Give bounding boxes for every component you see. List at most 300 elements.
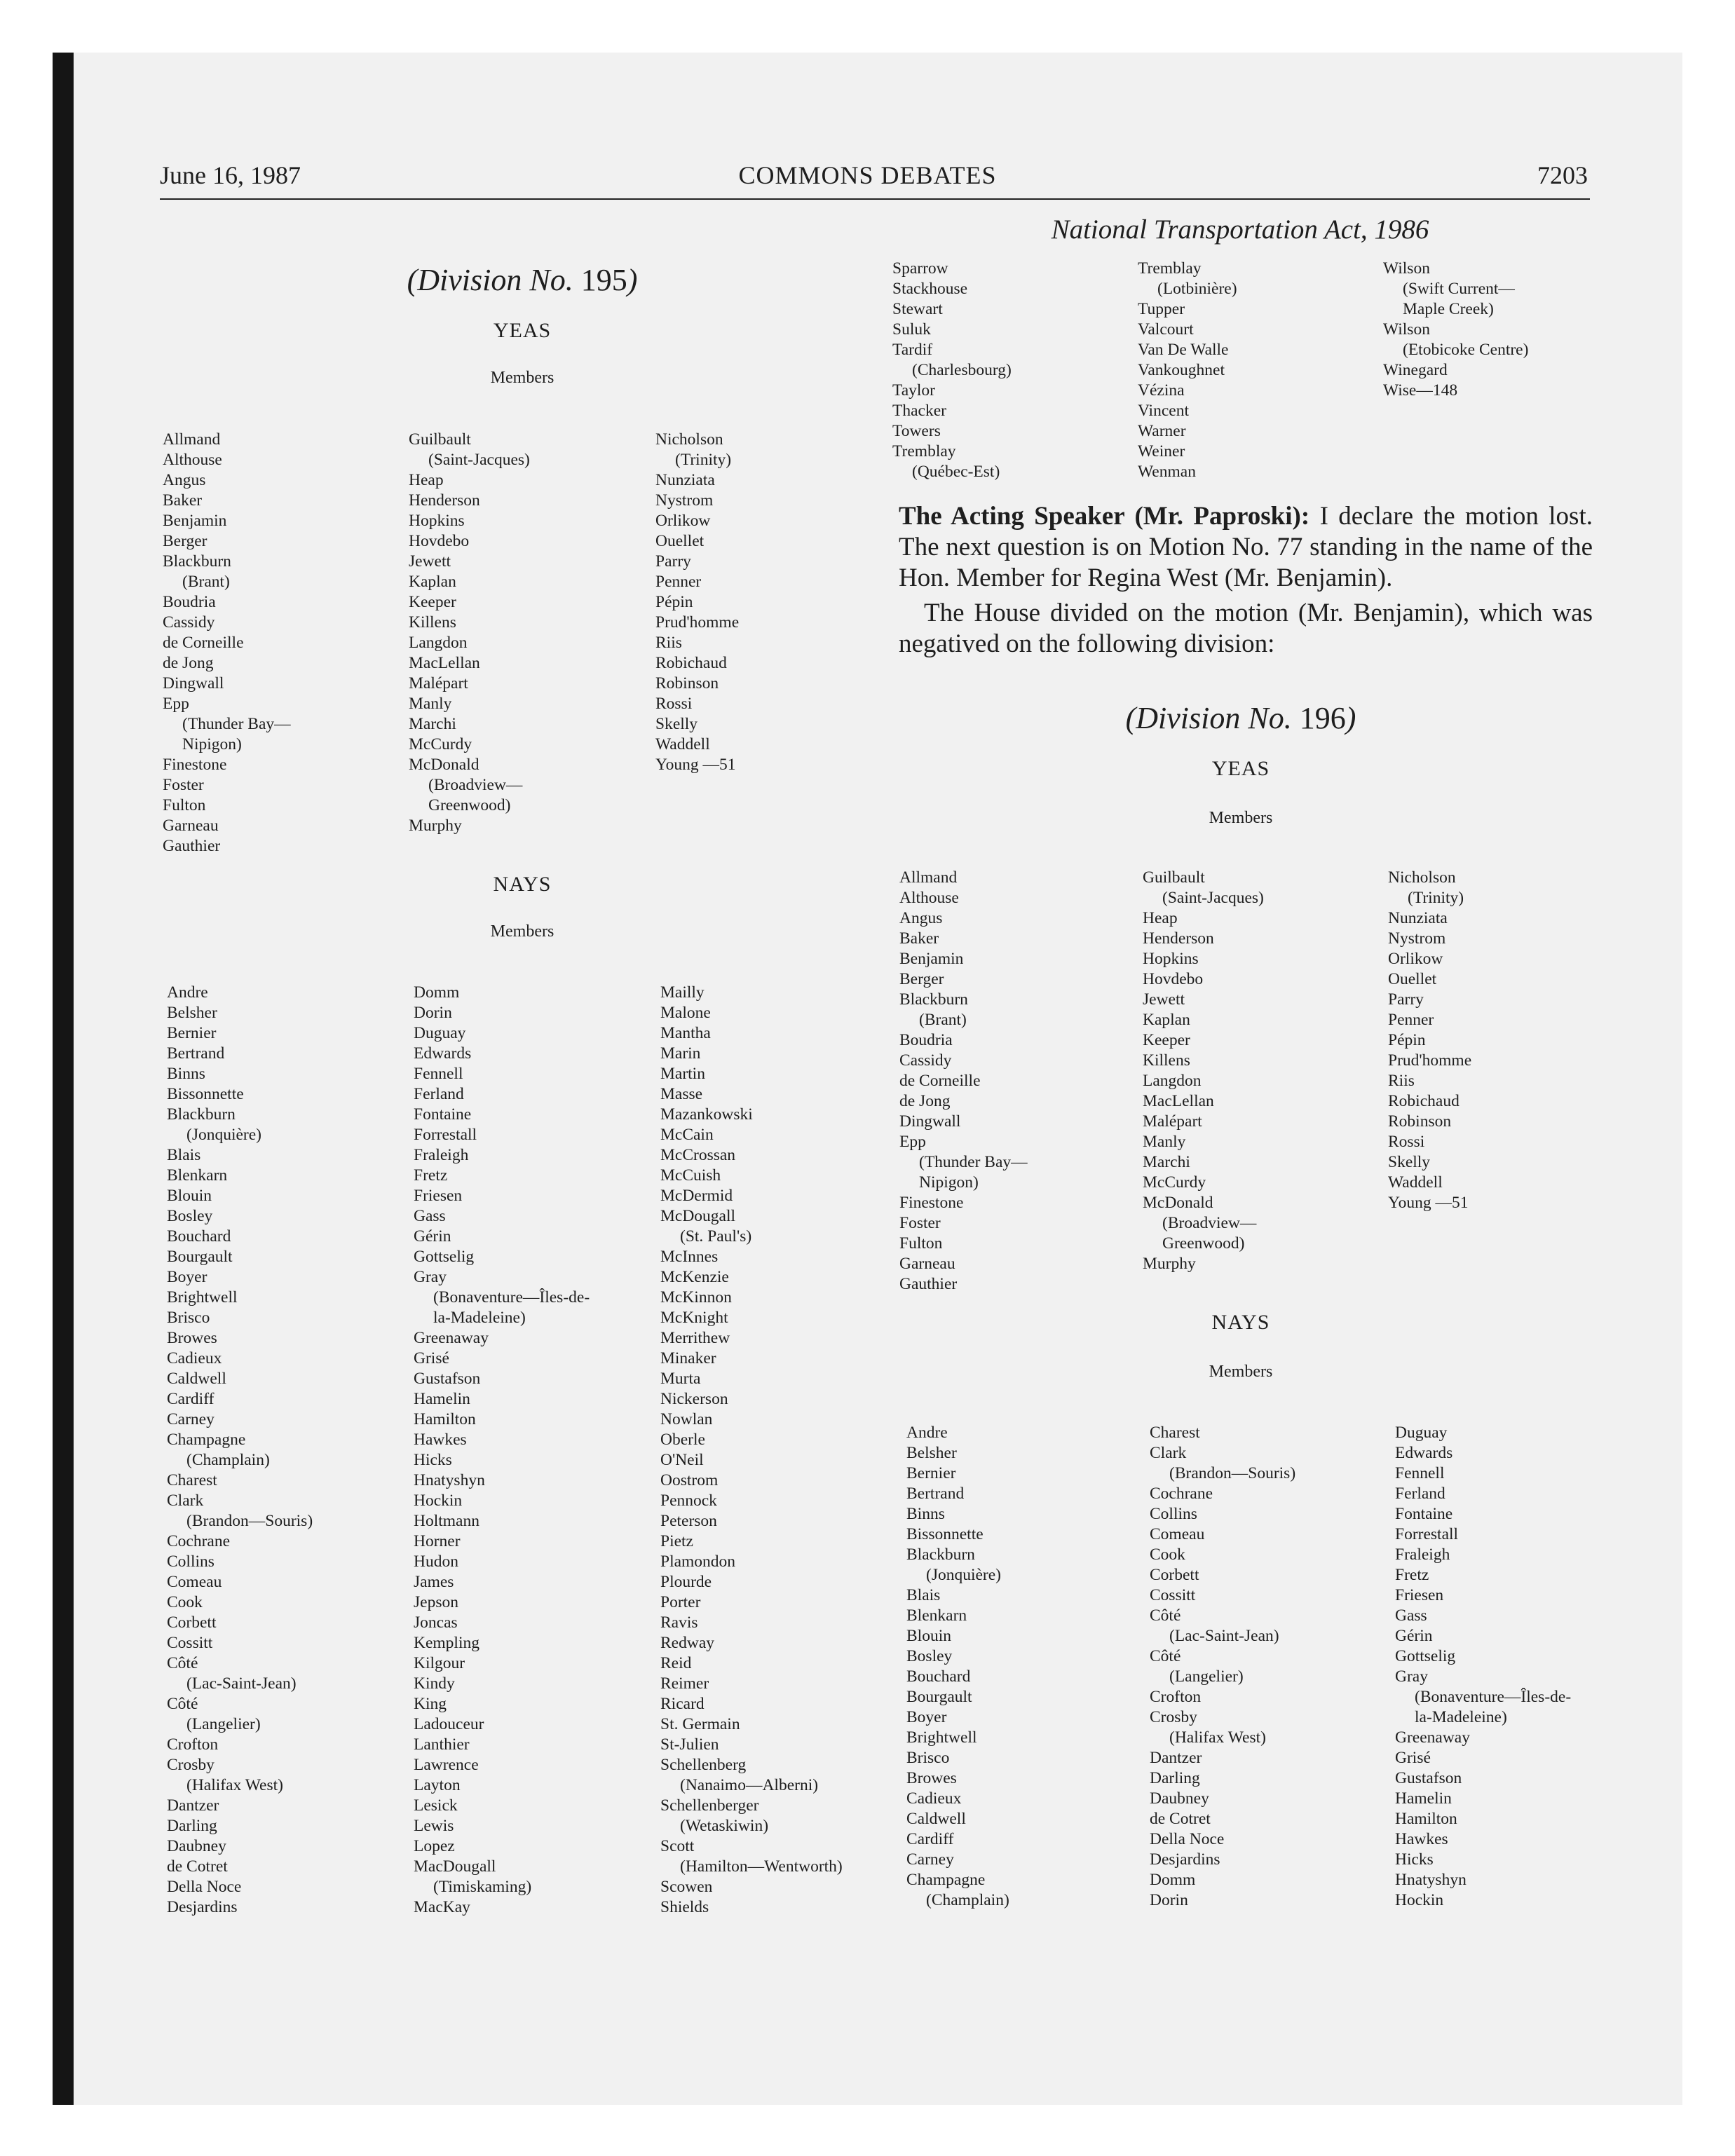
member-name: Gérin bbox=[414, 1227, 451, 1246]
member-name: Blais bbox=[167, 1146, 201, 1164]
member-name: Carney bbox=[906, 1850, 954, 1869]
member-name: Fennell bbox=[1395, 1464, 1445, 1482]
member-name: Lesick bbox=[414, 1796, 458, 1815]
member-name: Blouin bbox=[906, 1627, 951, 1645]
member-name: Wilson bbox=[1383, 259, 1430, 278]
member-name: Hnatyshyn bbox=[1395, 1871, 1467, 1889]
member-name: Manly bbox=[409, 695, 452, 713]
member-name: (Lac-Saint-Jean) bbox=[186, 1674, 297, 1693]
member-name: Stewart bbox=[892, 300, 943, 318]
member-name: Bosley bbox=[167, 1207, 213, 1225]
member-name: Cadieux bbox=[167, 1349, 222, 1367]
member-name: Waddell bbox=[655, 735, 710, 753]
division-196-nays-label: NAYS bbox=[1211, 1311, 1270, 1334]
member-name: Winegard bbox=[1383, 361, 1448, 379]
member-name: Keeper bbox=[409, 593, 456, 611]
member-name: Murphy bbox=[1143, 1255, 1196, 1273]
member-name: St. Germain bbox=[660, 1715, 740, 1733]
division-title-number: 196 bbox=[1299, 701, 1346, 735]
member-name: Allmand bbox=[899, 868, 958, 887]
member-name: Ferland bbox=[1395, 1485, 1445, 1503]
member-name: Plourde bbox=[660, 1573, 712, 1591]
member-name: Nystrom bbox=[655, 491, 714, 510]
division-195-nays-col-1 bbox=[167, 983, 405, 1918]
member-name: Darling bbox=[167, 1817, 217, 1835]
member-name: McCain bbox=[660, 1126, 714, 1144]
member-name: Penner bbox=[1388, 1011, 1434, 1029]
member-name: Edwards bbox=[1395, 1444, 1453, 1462]
member-name: Tremblay bbox=[1138, 259, 1202, 278]
member-name: Hovdebo bbox=[1143, 970, 1204, 988]
member-name: Andre bbox=[906, 1424, 948, 1442]
member-name: Gass bbox=[1395, 1606, 1427, 1625]
member-name: Duguay bbox=[1395, 1424, 1448, 1442]
member-name: Browes bbox=[906, 1769, 957, 1787]
member-name: Murphy bbox=[409, 817, 462, 835]
member-name: Collins bbox=[167, 1553, 215, 1571]
member-name: (Champlain) bbox=[186, 1451, 270, 1469]
member-name: (Brant) bbox=[182, 573, 230, 591]
member-name: Jewett bbox=[1143, 990, 1185, 1009]
member-name: Greenaway bbox=[414, 1329, 489, 1347]
member-name: Fraleigh bbox=[1395, 1546, 1450, 1564]
member-name: Young —51 bbox=[655, 756, 736, 774]
member-name: Domm bbox=[414, 983, 460, 1002]
member-name: (Wetaskiwin) bbox=[680, 1817, 769, 1835]
member-name: (Brandon—Souris) bbox=[186, 1512, 313, 1530]
member-name: McCurdy bbox=[409, 735, 472, 753]
member-name: Fontaine bbox=[1395, 1505, 1453, 1523]
member-name: Parry bbox=[1388, 990, 1424, 1009]
member-name: Gauthier bbox=[163, 837, 221, 855]
member-name: Clark bbox=[167, 1492, 204, 1510]
division-195-nays-members-label: Members bbox=[490, 922, 554, 941]
member-name: Penner bbox=[655, 573, 702, 591]
division-statement: The House divided on the motion (Mr. Benjamin), which was negatived on the following division: bbox=[899, 599, 1593, 658]
member-name: Daubney bbox=[1150, 1789, 1209, 1808]
member-name: Baker bbox=[163, 491, 203, 510]
member-name: Oberle bbox=[660, 1431, 705, 1449]
member-name: Champagne bbox=[906, 1871, 986, 1889]
member-name: Keeper bbox=[1143, 1031, 1190, 1049]
member-name: Reimer bbox=[660, 1674, 709, 1693]
member-name: Schellenberg bbox=[660, 1756, 747, 1774]
member-name: Gustafson bbox=[414, 1370, 481, 1388]
member-name: (Bonaventure—Îles-de- bbox=[1415, 1688, 1572, 1706]
member-name: Hovdebo bbox=[409, 532, 470, 550]
member-name: Corbett bbox=[167, 1613, 217, 1632]
member-name: McCrossan bbox=[660, 1146, 736, 1164]
member-name: Binns bbox=[167, 1065, 205, 1083]
member-name: Finestone bbox=[163, 756, 227, 774]
member-name: (Trinity) bbox=[675, 451, 732, 469]
member-name: Gauthier bbox=[899, 1275, 958, 1293]
member-name: Epp bbox=[899, 1133, 926, 1151]
member-name: Bertrand bbox=[167, 1044, 225, 1063]
member-name: Berger bbox=[899, 970, 944, 988]
member-name: MacDougall bbox=[414, 1857, 496, 1876]
member-name: Reid bbox=[660, 1654, 692, 1672]
member-name: (Bonaventure—Îles-de- bbox=[433, 1288, 590, 1306]
member-name: Mailly bbox=[660, 983, 705, 1002]
member-name: Hicks bbox=[1395, 1850, 1434, 1869]
member-name: MacLellan bbox=[409, 654, 480, 672]
division-195-nays-col-3 bbox=[660, 983, 899, 1918]
member-name: (Thunder Bay— bbox=[182, 715, 291, 733]
division-195-yeas-col-1 bbox=[163, 430, 401, 857]
member-name: Plamondon bbox=[660, 1553, 736, 1571]
member-name: Jepson bbox=[414, 1593, 458, 1611]
member-name: Bissonnette bbox=[906, 1525, 984, 1543]
member-name: Gray bbox=[1395, 1667, 1428, 1686]
member-name: (Nanaimo—Alberni) bbox=[680, 1776, 819, 1794]
member-name: Ferland bbox=[414, 1085, 464, 1103]
member-name: Boyer bbox=[167, 1268, 207, 1286]
member-name: Prud'homme bbox=[1388, 1051, 1472, 1070]
member-name: Bouchard bbox=[167, 1227, 231, 1246]
member-name: (Etobicoke Centre) bbox=[1403, 341, 1529, 359]
member-name: Andre bbox=[167, 983, 208, 1002]
member-name: Hamelin bbox=[414, 1390, 470, 1408]
member-name: Cossitt bbox=[1150, 1586, 1196, 1604]
member-name: McCuish bbox=[660, 1166, 721, 1185]
member-name: (Brant) bbox=[919, 1011, 967, 1029]
member-name: Scowen bbox=[660, 1878, 713, 1896]
member-name: Althouse bbox=[899, 889, 959, 907]
member-name: Allmand bbox=[163, 430, 221, 449]
member-name: Binns bbox=[906, 1505, 945, 1523]
member-name: Layton bbox=[414, 1776, 461, 1794]
member-name: (Québec-Est) bbox=[912, 463, 1000, 481]
member-name: Maple Creek) bbox=[1403, 300, 1494, 318]
member-name: Vankoughnet bbox=[1138, 361, 1225, 379]
member-name: Wise—148 bbox=[1383, 381, 1458, 400]
member-name: Fulton bbox=[899, 1234, 943, 1253]
member-name: Manly bbox=[1143, 1133, 1186, 1151]
member-name: Skelly bbox=[655, 715, 698, 733]
member-name: Taylor bbox=[892, 381, 935, 400]
member-name: Epp bbox=[163, 695, 189, 713]
member-name: Boudria bbox=[899, 1031, 953, 1049]
member-name: O'Neil bbox=[660, 1451, 704, 1469]
member-name: Hopkins bbox=[409, 512, 465, 530]
member-name: (St. Paul's) bbox=[680, 1227, 752, 1246]
member-name: Shields bbox=[660, 1898, 709, 1916]
member-name: Baker bbox=[899, 929, 939, 948]
member-name: Dantzer bbox=[1150, 1749, 1202, 1767]
member-name: Greenaway bbox=[1395, 1728, 1470, 1747]
division-195-yeas-col-3 bbox=[655, 430, 894, 775]
member-name: Foster bbox=[163, 776, 204, 794]
speaker-statement: I declare the motion lost. The next question is on Motion No. 77 standing in the name of the Hon. Member for Regina West (Mr. Benjamin). bbox=[899, 502, 1593, 592]
member-name: Suluk bbox=[892, 320, 931, 339]
member-name: Dingwall bbox=[163, 674, 224, 692]
member-name: Vincent bbox=[1138, 402, 1189, 420]
member-name: Edwards bbox=[414, 1044, 472, 1063]
member-name: Blackburn bbox=[163, 552, 231, 571]
member-name: (Thunder Bay— bbox=[919, 1153, 1028, 1171]
member-name: Waddell bbox=[1388, 1173, 1443, 1192]
member-name: Henderson bbox=[1143, 929, 1214, 948]
member-name: Cardiff bbox=[167, 1390, 215, 1408]
member-name: Crosby bbox=[1150, 1708, 1197, 1726]
member-name: Cassidy bbox=[163, 613, 215, 632]
member-name: Blenkarn bbox=[167, 1166, 228, 1185]
member-name: Nipigon) bbox=[182, 735, 242, 753]
member-name: (Hamilton—Wentworth) bbox=[680, 1857, 843, 1876]
member-name: (Lotbinière) bbox=[1157, 280, 1237, 298]
member-name: Robichaud bbox=[655, 654, 727, 672]
speaker-name: The Acting Speaker (Mr. Paproski): bbox=[899, 502, 1310, 531]
member-name: Kempling bbox=[414, 1634, 479, 1652]
member-name: Langdon bbox=[409, 634, 468, 652]
member-name: Oostrom bbox=[660, 1471, 719, 1489]
member-name: Vézina bbox=[1138, 381, 1185, 400]
division-196-nays-col-3 bbox=[1395, 1423, 1633, 1911]
member-name: Carney bbox=[167, 1410, 215, 1428]
member-name: Browes bbox=[167, 1329, 217, 1347]
member-name: Brisco bbox=[167, 1309, 210, 1327]
member-name: (Jonquière) bbox=[186, 1126, 262, 1144]
member-name: Hnatyshyn bbox=[414, 1471, 485, 1489]
member-name: Fulton bbox=[163, 796, 206, 814]
member-name: Parry bbox=[655, 552, 691, 571]
member-name: Heap bbox=[1143, 909, 1178, 927]
member-name: Skelly bbox=[1388, 1153, 1431, 1171]
member-name: Pennock bbox=[660, 1492, 717, 1510]
member-name: Nystrom bbox=[1388, 929, 1446, 948]
member-name: (Brandon—Souris) bbox=[1169, 1464, 1296, 1482]
division-title-prefix: (Division No. bbox=[1125, 701, 1300, 735]
member-name: McKnight bbox=[660, 1309, 728, 1327]
member-name: Gérin bbox=[1395, 1627, 1433, 1645]
member-name: Murta bbox=[660, 1370, 701, 1388]
member-name: Horner bbox=[414, 1532, 461, 1550]
member-name: Hamilton bbox=[1395, 1810, 1457, 1828]
member-name: Riis bbox=[655, 634, 682, 652]
member-name: Heap bbox=[409, 471, 444, 489]
scan-binding-edge bbox=[53, 53, 74, 2105]
member-name: Benjamin bbox=[899, 950, 964, 968]
member-name: Garneau bbox=[163, 817, 219, 835]
member-name: Benjamin bbox=[163, 512, 227, 530]
member-name: (Trinity) bbox=[1408, 889, 1464, 907]
header-publication: COMMONS DEBATES bbox=[738, 161, 997, 189]
member-name: Ricard bbox=[660, 1695, 705, 1713]
member-name: Nicholson bbox=[655, 430, 723, 449]
member-name: Fretz bbox=[1395, 1566, 1429, 1584]
member-name: Cook bbox=[167, 1593, 203, 1611]
member-name: Tupper bbox=[1138, 300, 1185, 318]
member-name: Bouchard bbox=[906, 1667, 971, 1686]
member-name: Pietz bbox=[660, 1532, 693, 1550]
member-name: Fontaine bbox=[414, 1105, 472, 1124]
member-name: Fennell bbox=[414, 1065, 463, 1083]
member-name: (Saint-Jacques) bbox=[1162, 889, 1264, 907]
member-name: Bourgault bbox=[906, 1688, 972, 1706]
member-name: Mantha bbox=[660, 1024, 711, 1042]
member-name: (Halifax West) bbox=[186, 1776, 283, 1794]
member-name: Caldwell bbox=[167, 1370, 226, 1388]
member-name: Marchi bbox=[1143, 1153, 1190, 1171]
member-name: Brisco bbox=[906, 1749, 950, 1767]
member-name: Orlikow bbox=[1388, 950, 1443, 968]
member-name: Hicks bbox=[414, 1451, 452, 1469]
member-name: Orlikow bbox=[655, 512, 711, 530]
division-195-nays-col-2 bbox=[414, 983, 652, 1918]
division-196-yeas-col-1 bbox=[899, 868, 1138, 1295]
member-name: Killens bbox=[1143, 1051, 1190, 1070]
member-name: Cook bbox=[1150, 1546, 1185, 1564]
member-name: Ladouceur bbox=[414, 1715, 484, 1733]
member-name: Gustafson bbox=[1395, 1769, 1462, 1787]
member-name: Foster bbox=[899, 1214, 941, 1232]
header-rule bbox=[160, 198, 1590, 200]
division-title-suffix: ) bbox=[627, 263, 638, 297]
member-name: Dingwall bbox=[899, 1112, 961, 1131]
member-name: Pépin bbox=[1388, 1031, 1426, 1049]
member-name: de Corneille bbox=[163, 634, 244, 652]
member-name: Lopez bbox=[414, 1837, 455, 1855]
member-name: Scott bbox=[660, 1837, 695, 1855]
division-195-title bbox=[168, 263, 876, 298]
member-name: McDonald bbox=[409, 756, 479, 774]
member-name: Dorin bbox=[1150, 1891, 1188, 1909]
member-name: de Cotret bbox=[1150, 1810, 1211, 1828]
division-title-prefix: (Division No. bbox=[407, 263, 581, 297]
member-name: Kaplan bbox=[409, 573, 456, 591]
member-name: Killens bbox=[409, 613, 456, 632]
member-name: Wenman bbox=[1138, 463, 1196, 481]
division-196-nays-col-1 bbox=[906, 1423, 1145, 1911]
member-name: (Jonquière) bbox=[926, 1566, 1002, 1584]
member-name: McCurdy bbox=[1143, 1173, 1206, 1192]
member-name: Della Noce bbox=[167, 1878, 242, 1896]
member-name: Forrestall bbox=[1395, 1525, 1459, 1543]
member-name: Brightwell bbox=[906, 1728, 977, 1747]
division-196-yeas-members-label: Members bbox=[1209, 809, 1273, 827]
member-name: Comeau bbox=[167, 1573, 222, 1591]
member-name: Côté bbox=[1150, 1647, 1181, 1665]
member-name: Belsher bbox=[167, 1004, 217, 1022]
member-name: Rossi bbox=[655, 695, 693, 713]
member-name: Duguay bbox=[414, 1024, 466, 1042]
continued-nays-col-1 bbox=[892, 259, 1131, 482]
header-page-number: 7203 bbox=[1537, 161, 1588, 189]
member-name: Nunziata bbox=[1388, 909, 1448, 927]
member-name: Forrestall bbox=[414, 1126, 477, 1144]
division-195-nays-label: NAYS bbox=[493, 873, 552, 896]
speaker-paragraph bbox=[899, 501, 1593, 594]
member-name: Côté bbox=[167, 1695, 198, 1713]
member-name: Greenwood) bbox=[1162, 1234, 1245, 1253]
division-title-suffix: ) bbox=[1345, 701, 1356, 735]
member-name: Kilgour bbox=[414, 1654, 465, 1672]
member-name: Brightwell bbox=[167, 1288, 238, 1306]
member-name: Lawrence bbox=[414, 1756, 479, 1774]
member-name: (Halifax West) bbox=[1169, 1728, 1266, 1747]
member-name: (Saint-Jacques) bbox=[428, 451, 530, 469]
member-name: Marchi bbox=[409, 715, 456, 733]
continued-nays-col-2 bbox=[1138, 259, 1376, 482]
member-name: Kaplan bbox=[1143, 1011, 1190, 1029]
member-name: Nickerson bbox=[660, 1390, 728, 1408]
member-name: Holtmann bbox=[414, 1512, 479, 1530]
member-name: Warner bbox=[1138, 422, 1186, 440]
member-name: Thacker bbox=[892, 402, 946, 420]
member-name: Hockin bbox=[414, 1492, 463, 1510]
member-name: Blackburn bbox=[167, 1105, 236, 1124]
member-name: Bourgault bbox=[167, 1248, 233, 1266]
member-name: Angus bbox=[899, 909, 943, 927]
member-name: Côté bbox=[167, 1654, 198, 1672]
member-name: Daubney bbox=[167, 1837, 226, 1855]
member-name: Towers bbox=[892, 422, 941, 440]
member-name: Young —51 bbox=[1388, 1194, 1469, 1212]
member-name: Blenkarn bbox=[906, 1606, 967, 1625]
member-name: Gray bbox=[414, 1268, 447, 1286]
member-name: Van De Walle bbox=[1138, 341, 1229, 359]
member-name: Cassidy bbox=[899, 1051, 952, 1070]
member-name: MacLellan bbox=[1143, 1092, 1214, 1110]
member-name: de Jong bbox=[899, 1092, 951, 1110]
member-name: Nipigon) bbox=[919, 1173, 979, 1192]
member-name: Prud'homme bbox=[655, 613, 740, 632]
member-name: Langdon bbox=[1143, 1072, 1202, 1090]
member-name: McDougall bbox=[660, 1207, 736, 1225]
member-name: Porter bbox=[660, 1593, 701, 1611]
member-name: Crofton bbox=[1150, 1688, 1202, 1706]
member-name: McKinnon bbox=[660, 1288, 732, 1306]
member-name: Robinson bbox=[655, 674, 719, 692]
member-name: Gottselig bbox=[414, 1248, 475, 1266]
member-name: Hawkes bbox=[1395, 1830, 1448, 1848]
member-name: Schellenberger bbox=[660, 1796, 759, 1815]
member-name: Malone bbox=[660, 1004, 711, 1022]
member-name: Peterson bbox=[660, 1512, 717, 1530]
member-name: Caldwell bbox=[906, 1810, 966, 1828]
member-name: Hamilton bbox=[414, 1410, 476, 1428]
member-name: Hamelin bbox=[1395, 1789, 1452, 1808]
member-name: Riis bbox=[1388, 1072, 1415, 1090]
member-name: McDermid bbox=[660, 1187, 733, 1205]
member-name: Cossitt bbox=[167, 1634, 213, 1652]
member-name: Berger bbox=[163, 532, 207, 550]
member-name: Stackhouse bbox=[892, 280, 968, 298]
member-name: (Timiskaming) bbox=[433, 1878, 532, 1896]
member-name: Domm bbox=[1150, 1871, 1196, 1889]
member-name: Guilbault bbox=[1143, 868, 1205, 887]
member-name: Clark bbox=[1150, 1444, 1187, 1462]
division-paragraph bbox=[899, 598, 1593, 660]
member-name: Jewett bbox=[409, 552, 451, 571]
member-name: Hockin bbox=[1395, 1891, 1444, 1909]
member-name: (Langelier) bbox=[1169, 1667, 1244, 1686]
member-name: Wilson bbox=[1383, 320, 1430, 339]
member-name: James bbox=[414, 1573, 454, 1591]
member-name: Garneau bbox=[899, 1255, 955, 1273]
member-name: Finestone bbox=[899, 1194, 964, 1212]
member-name: Crosby bbox=[167, 1756, 215, 1774]
member-name: Hawkes bbox=[414, 1431, 467, 1449]
member-name: Blackburn bbox=[899, 990, 968, 1009]
member-name: Dorin bbox=[414, 1004, 452, 1022]
member-name: Bernier bbox=[167, 1024, 217, 1042]
member-name: Kindy bbox=[414, 1674, 455, 1693]
member-name: Grisé bbox=[414, 1349, 449, 1367]
member-name: Dantzer bbox=[167, 1796, 219, 1815]
member-name: Sparrow bbox=[892, 259, 948, 278]
